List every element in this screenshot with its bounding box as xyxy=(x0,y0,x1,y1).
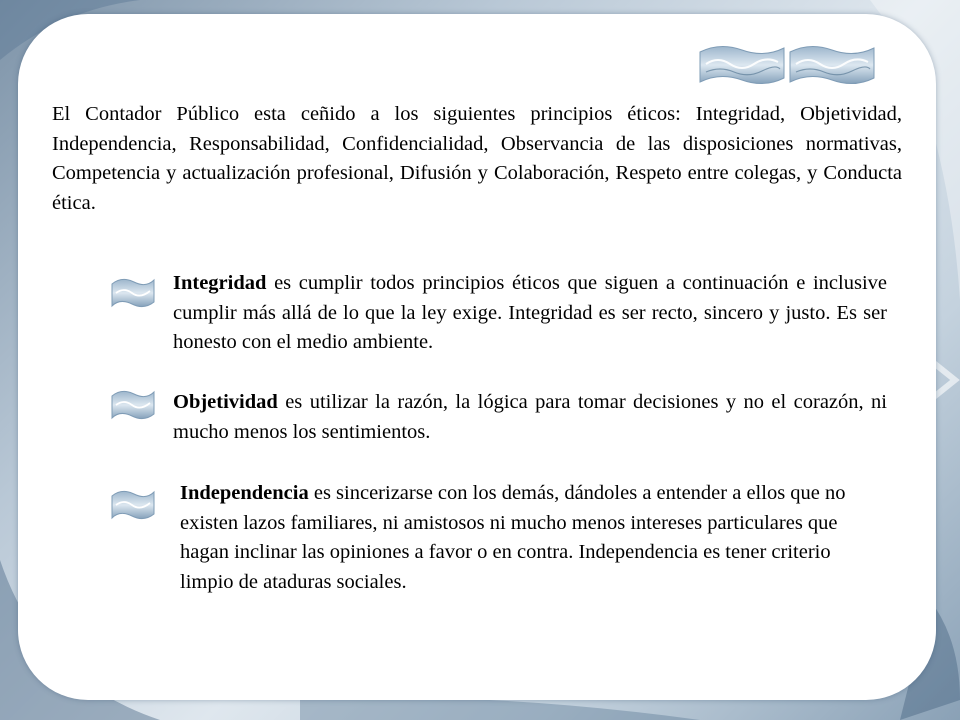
wave-bullet-icon xyxy=(110,388,156,422)
wave-banner-icon xyxy=(788,42,876,88)
principle-text: es sincerizarse con los demás, dándoles a entender a ellos que no existen lazos familiares, ni amistosos ni mucho menos intereses particulares que hagan inclinar las opiniones a favor o en contra. Independencia es tener criterio limpio de ataduras sociales. xyxy=(180,482,846,593)
principle-independencia xyxy=(180,479,848,597)
intro-paragraph: El Contador Público esta ceñido a los siguientes principios éticos: Integridad, Objetividad, Independencia, Responsabilidad, Confidencialidad, Observancia de las disposiciones normativas, Competencia y actualización profesional, Difusión y Colaboración, Respeto entre colegas, y Conducta ética. xyxy=(52,103,902,214)
principle-objetividad xyxy=(173,388,887,447)
principle-text: es utilizar la razón, la lógica para tomar decisiones y no el corazón, ni mucho menos los sentimientos. xyxy=(173,391,887,443)
principle-term: Independencia xyxy=(180,482,309,504)
principle-text: es cumplir todos principios éticos que siguen a continuación e inclusive cumplir más allá de lo que la ley exige. Integridad es ser recto, sincero y justo. Es ser honesto con el medio ambiente. xyxy=(173,272,887,353)
wave-bullet-icon xyxy=(110,488,156,522)
wave-bullet-icon xyxy=(110,276,156,310)
wave-banner-icon xyxy=(698,42,786,88)
principle-term: Integridad xyxy=(173,272,267,294)
principle-integridad xyxy=(173,269,887,358)
principle-term: Objetividad xyxy=(173,391,278,413)
